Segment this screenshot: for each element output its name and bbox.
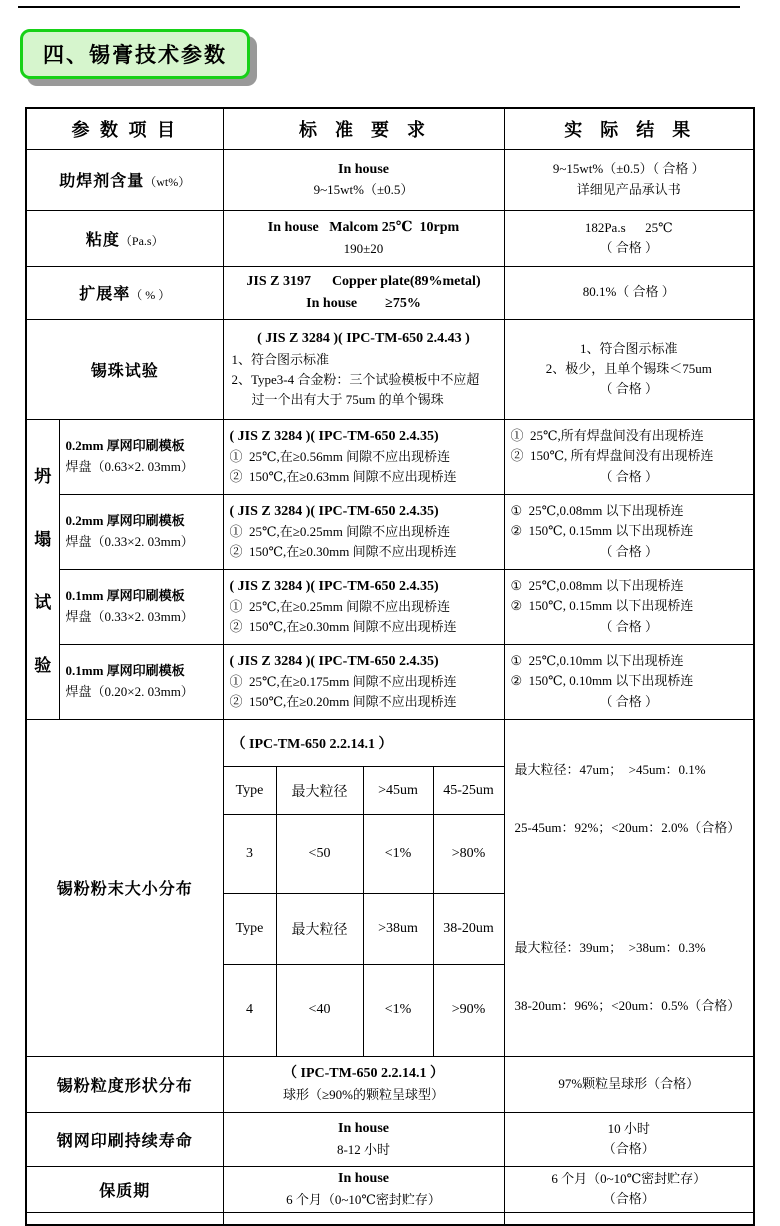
- row-viscosity: [26, 210, 754, 266]
- param-label-spread: 扩展率（ % ）: [26, 266, 223, 319]
- page-top-rule: [18, 6, 740, 8]
- result-cell-spread: 80.1%（ 合格 ）: [504, 266, 754, 319]
- standard-cell-stencil-life: In house 8-12 小时: [223, 1112, 504, 1166]
- row-solder-ball-test: [26, 319, 754, 419]
- row-slump-test-2: [26, 494, 754, 569]
- result-cell-powder-size: [504, 719, 754, 1056]
- slump-sub-label-1: 0.2mm 厚网印刷模板 焊盘（0.63×2. 03mm）: [59, 419, 223, 494]
- result-cell-stencil-life: 10 小时 （合格）: [504, 1112, 754, 1166]
- result-cell-slump-4: ① 25℃,0.10mm 以下出现桥连 ② 150℃, 0.10mm 以下出现桥连 （ 合格 ）: [504, 644, 754, 719]
- header-standard: 标 准 要 求: [223, 108, 504, 149]
- param-label-powder-shape: 锡粉粒度形状分布: [26, 1056, 223, 1112]
- standard-cell-spread: JIS Z 3197 Copper plate(89%metal) In house ≥75%: [223, 266, 504, 319]
- standard-cell-slump-1: ( JIS Z 3284 )( IPC-TM-650 2.4.35) ① 25℃,在≥0.56mm 间隙不应出现桥连 ② 150℃,在≥0.63mm 间隙不应出现桥连: [223, 419, 504, 494]
- result-cell-powder-shape: 97%颗粒呈球形（合格）: [504, 1056, 754, 1112]
- standard-cell-flux: In house 9~15wt%（±0.5）: [223, 149, 504, 210]
- parameters-table: [25, 107, 757, 1207]
- param-label-slump-vertical: [26, 419, 59, 719]
- standard-cell-slump-2: ( JIS Z 3284 )( IPC-TM-650 2.4.35) ① 25℃,在≥0.25mm 间隙不应出现桥连 ② 150℃,在≥0.30mm 间隙不应出现桥连: [223, 494, 504, 569]
- param-label-solder-ball: 锡珠试验: [26, 319, 223, 419]
- nested-header-type3-col4: 45-25um: [433, 767, 504, 815]
- powder-size-result-type4: 最大粒径：39um； >38um：0.3% 38-20um：96%；<20um：0.5%（合格）: [514, 939, 741, 1013]
- row-slump-test-3: [26, 569, 754, 644]
- standard-cell-slump-3: ( JIS Z 3284 )( IPC-TM-650 2.4.35) ① 25℃,在≥0.25mm 间隙不应出现桥连 ② 150℃,在≥0.30mm 间隙不应出现桥连: [223, 569, 504, 644]
- powder-size-standard-title: （ IPC-TM-650 2.2.14.1 ）: [223, 719, 504, 767]
- result-cell-flux: 9~15wt%（±0.5）（ 合格 ） 详细见产品承认书: [504, 149, 754, 210]
- section-title-badge: [20, 29, 250, 79]
- standard-cell-powder-shape: （ IPC-TM-650 2.2.14.1 ） 球形（≥90%的颗粒呈球型）: [223, 1056, 504, 1112]
- param-label-viscosity: 粘度（Pa.s）: [26, 210, 223, 266]
- row-shelf-life: [26, 1166, 754, 1212]
- standard-cell-shelf-life: In house 6 个月（0~10℃密封贮存）: [223, 1166, 504, 1212]
- standard-cell-slump-4: ( JIS Z 3284 )( IPC-TM-650 2.4.35) ① 25℃,在≥0.175mm 间隙不应出现桥连 ② 150℃,在≥0.20mm 间隙不应出现桥连: [223, 644, 504, 719]
- nested-value-type3-col2: <50: [276, 815, 363, 894]
- result-cell-slump-1: ① 25℃,所有焊盘间没有出现桥连 ② 150℃, 所有焊盘间没有出现桥连 （ 合格 ）: [504, 419, 754, 494]
- row-powder-shape: [26, 1056, 754, 1112]
- cutoff-cell-param: [26, 1212, 223, 1225]
- standard-cell-viscosity: In house Malcom 25℃ 10rpm 190±20: [223, 210, 504, 266]
- row-slump-test-4: [26, 644, 754, 719]
- nested-header-type3-col3: >45um: [363, 767, 433, 815]
- row-slump-test-1: [26, 419, 754, 494]
- nested-value-type4-col1: 4: [223, 964, 276, 1056]
- param-label-stencil-life: 钢网印刷持续寿命: [26, 1112, 223, 1166]
- result-cell-viscosity: 182Pa.s 25℃ （ 合格 ）: [504, 210, 754, 266]
- result-cell-slump-2: ① 25℃,0.08mm 以下出现桥连 ② 150℃, 0.15mm 以下出现桥连 （ 合格 ）: [504, 494, 754, 569]
- nested-header-type4-col3: >38um: [363, 894, 433, 965]
- slump-sub-label-3: 0.1mm 厚网印刷模板 焊盘（0.33×2. 03mm）: [59, 569, 223, 644]
- param-label-shelf-life: 保质期: [26, 1166, 223, 1212]
- row-spread-rate: [26, 266, 754, 319]
- standard-cell-solder-ball: ( JIS Z 3284 )( IPC-TM-650 2.4.43 ) 1、符合图示标准 2、Type3-4 合金粉：三个试验模板中不应超 过一个出有大于 75um 的单个锡珠: [223, 319, 504, 419]
- param-label-flux: 助焊剂含量（wt%）: [26, 149, 223, 210]
- result-cell-solder-ball: 1、符合图示标准 2、极少，且单个锡珠＜75um （ 合格 ）: [504, 319, 754, 419]
- powder-size-result-type3: 最大粒径：47um； >45um：0.1% 25-45um：92%；<20um：2.0%（合格）: [514, 761, 741, 835]
- nested-header-type3-col1: Type: [223, 767, 276, 815]
- cutoff-cell-standard: [223, 1212, 504, 1225]
- nested-value-type4-col4: >90%: [433, 964, 504, 1056]
- table-row-cutoff: [26, 1212, 754, 1225]
- nested-header-type4-col4: 38-20um: [433, 894, 504, 965]
- nested-value-type3-col1: 3: [223, 815, 276, 894]
- slump-sub-label-2: 0.2mm 厚网印刷模板 焊盘（0.33×2. 03mm）: [59, 494, 223, 569]
- nested-value-type3-col4: >80%: [433, 815, 504, 894]
- row-stencil-life: [26, 1112, 754, 1166]
- nested-header-type4-col2: 最大粒径: [276, 894, 363, 965]
- cutoff-cell-result: [504, 1212, 754, 1225]
- nested-header-type3-col2: 最大粒径: [276, 767, 363, 815]
- nested-value-type4-col2: <40: [276, 964, 363, 1056]
- row-powder-size-header: [26, 719, 754, 767]
- row-flux-content: [26, 149, 754, 210]
- section-title: 四、锡膏技术参数: [43, 43, 227, 67]
- nested-header-type4-col1: Type: [223, 894, 276, 965]
- slump-sub-label-4: 0.1mm 厚网印刷模板 焊盘（0.20×2. 03mm）: [59, 644, 223, 719]
- result-cell-slump-3: ① 25℃,0.08mm 以下出现桥连 ② 150℃, 0.15mm 以下出现桥连 （ 合格 ）: [504, 569, 754, 644]
- table-header-row: [26, 108, 754, 149]
- nested-value-type3-col3: <1%: [363, 815, 433, 894]
- slump-vertical-label: 坍 塌 试 验: [34, 467, 52, 675]
- result-cell-shelf-life: 6 个月（0~10℃密封贮存） （合格）: [504, 1166, 754, 1212]
- header-param: 参 数 项 目: [26, 108, 223, 149]
- header-result: 实 际 结 果: [504, 108, 754, 149]
- nested-value-type4-col3: <1%: [363, 964, 433, 1056]
- param-label-powder-size: 锡粉粉末大小分布: [26, 719, 223, 1056]
